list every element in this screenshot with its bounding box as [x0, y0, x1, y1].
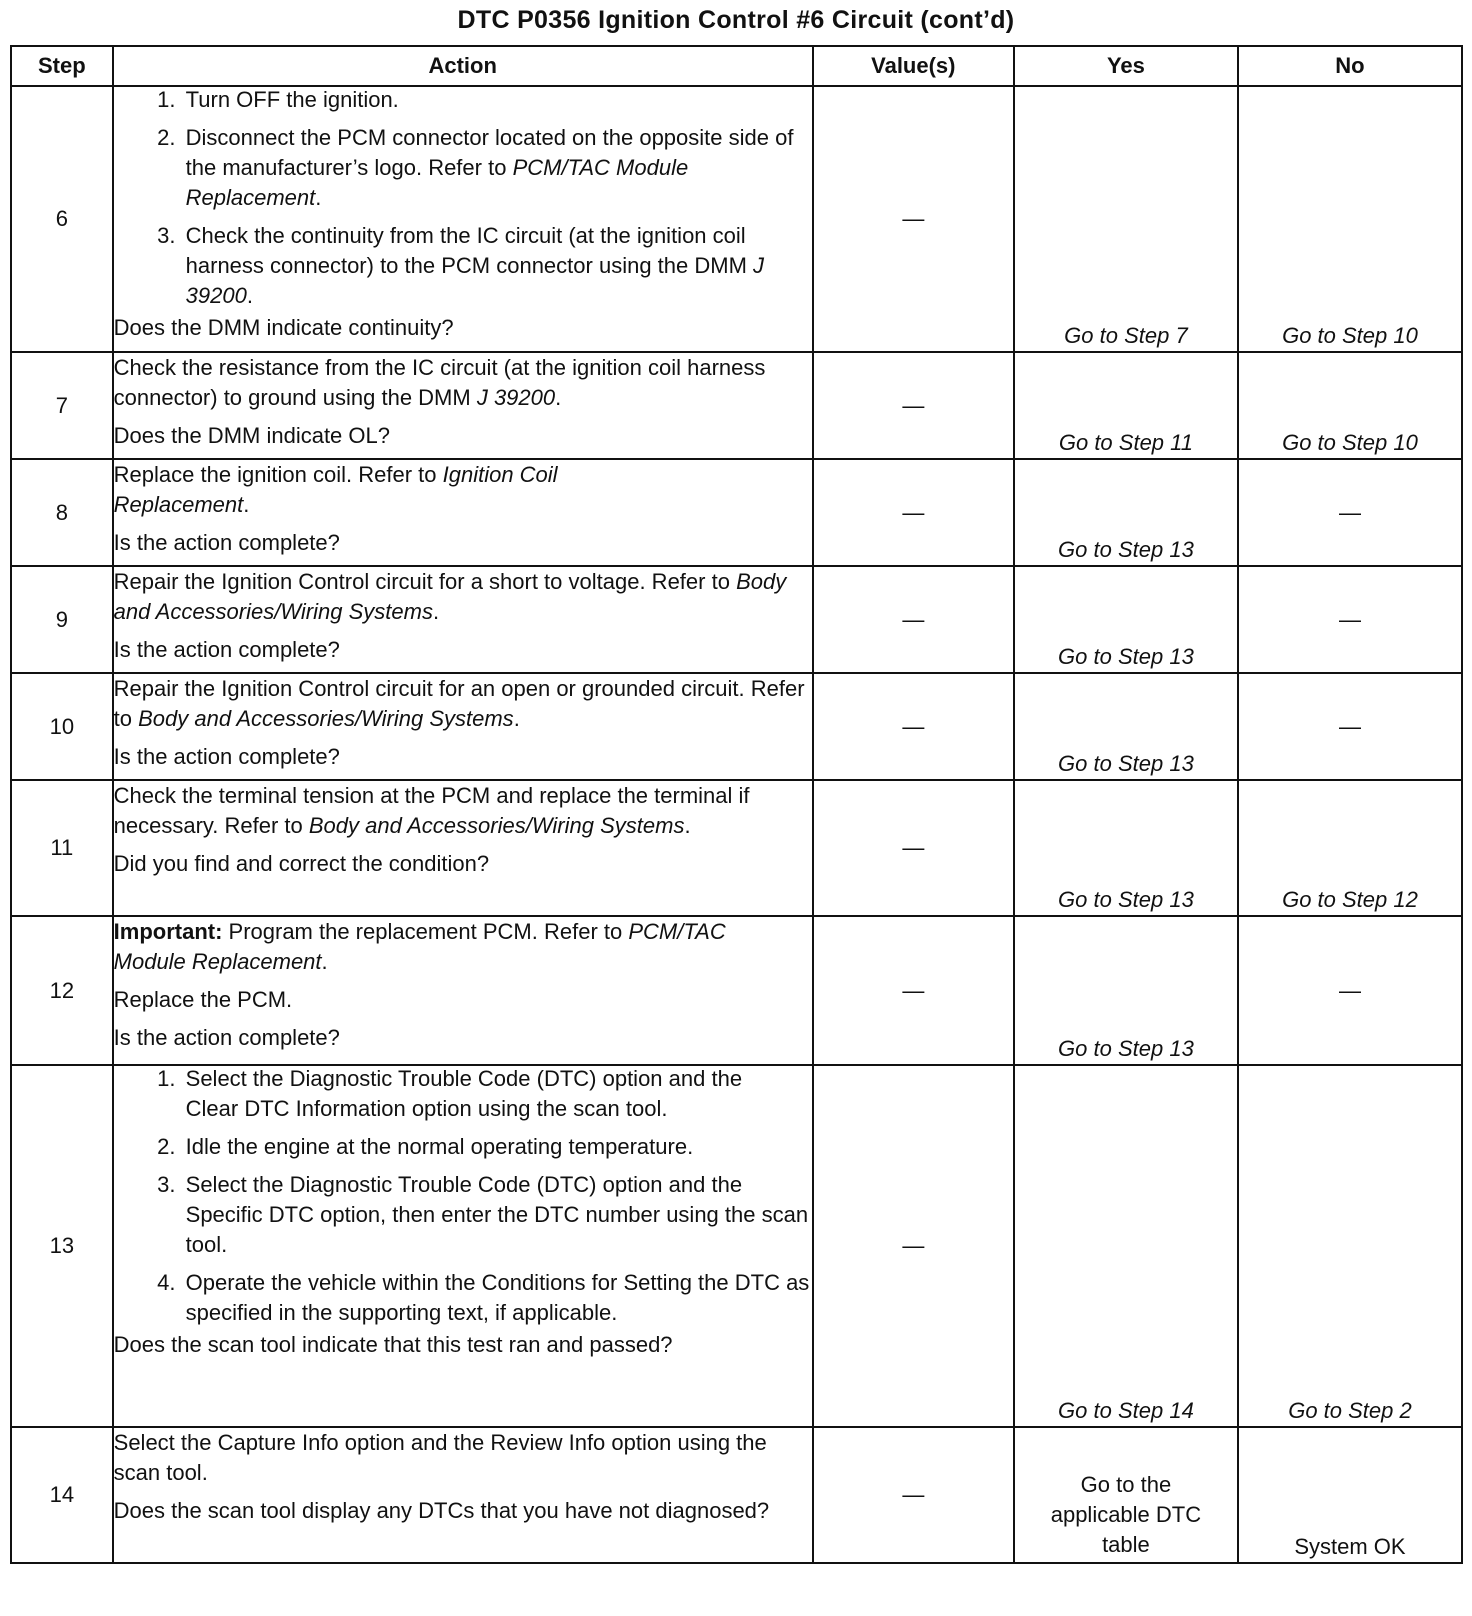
- action-cell: [113, 86, 813, 352]
- action-text: Check the terminal tension at the PCM and replace the terminal if necessary. Refer to Body and Accessories/Wiring Systems.: [113, 783, 750, 838]
- table-row-step-12: [11, 916, 1462, 1065]
- yes-link[interactable]: Go to Step 11: [1014, 352, 1238, 459]
- action-text: Repair the Ignition Control circuit for an open or grounded circuit. Refer to Body and Accessories/Wiring Systems.: [113, 676, 805, 731]
- action-text: Select the Capture Info option and the Review Info option using the scan tool.: [113, 1430, 767, 1485]
- action-list: [114, 85, 812, 311]
- table-row-step-7: [11, 352, 1462, 459]
- value-cell: —: [813, 352, 1014, 459]
- value-cell: —: [813, 780, 1014, 916]
- page-title: DTC P0356 Ignition Control #6 Circuit (cont’d): [457, 6, 1015, 34]
- header-row: [11, 46, 1462, 86]
- action-list-item: 1. Turn OFF the ignition.: [182, 85, 812, 115]
- action-question: Is the action complete?: [113, 637, 340, 662]
- action-cell: [113, 1065, 813, 1427]
- important-label: Important:: [113, 919, 223, 944]
- step-number: 9: [11, 566, 113, 673]
- table-row-step-8: [11, 459, 1462, 566]
- step-number: 7: [11, 352, 113, 459]
- no-value: —: [1238, 916, 1462, 1065]
- action-list-item: 3. Check the continuity from the IC circuit (at the ignition coil harness connector) to the PCM connector using the DMM J 39200.: [182, 221, 812, 311]
- no-link[interactable]: Go to Step 2: [1238, 1065, 1462, 1427]
- step-number: 12: [11, 916, 113, 1065]
- header-values: Value(s): [813, 46, 1014, 86]
- diagnostic-table: [10, 45, 1463, 1564]
- action-text: Check the resistance from the IC circuit (at the ignition coil harness connector) to ground using the DMM J 39200.: [113, 355, 766, 410]
- action-cell: [113, 916, 813, 1065]
- action-question: Does the DMM indicate continuity?: [113, 315, 454, 340]
- action-text-2: Replace the PCM.: [113, 987, 293, 1012]
- no-value: —: [1238, 566, 1462, 673]
- action-cell: [113, 459, 813, 566]
- action-cell: [113, 352, 813, 459]
- action-cell: [113, 566, 813, 673]
- no-result: System OK: [1238, 1427, 1462, 1563]
- header-step: Step: [11, 46, 113, 86]
- table-row-step-10: [11, 673, 1462, 780]
- step-number: 10: [11, 673, 113, 780]
- yes-link[interactable]: Go to Step 13: [1014, 780, 1238, 916]
- action-text: Replace the ignition coil. Refer to Ignition Coil Replacement.: [113, 462, 558, 517]
- value-cell: —: [813, 566, 1014, 673]
- value-cell: —: [813, 673, 1014, 780]
- header-yes: Yes: [1014, 46, 1238, 86]
- action-text: Important: Program the replacement PCM. Refer to PCM/TAC Module Replacement.: [113, 919, 726, 974]
- action-question: Does the DMM indicate OL?: [113, 423, 390, 448]
- step-number: 13: [11, 1065, 113, 1427]
- no-value: —: [1238, 459, 1462, 566]
- action-list-item: 2. Idle the engine at the normal operating temperature.: [182, 1132, 812, 1162]
- value-cell: —: [813, 459, 1014, 566]
- value-cell: —: [813, 1065, 1014, 1427]
- value-cell: —: [813, 1427, 1014, 1563]
- value-cell: —: [813, 86, 1014, 352]
- header-action: Action: [113, 46, 813, 86]
- no-link[interactable]: Go to Step 10: [1238, 352, 1462, 459]
- yes-link[interactable]: Go to Step 13: [1014, 673, 1238, 780]
- no-link[interactable]: Go to Step 12: [1238, 780, 1462, 916]
- step-number: 14: [11, 1427, 113, 1563]
- yes-link[interactable]: Go to Step 13: [1014, 459, 1238, 566]
- no-link[interactable]: Go to Step 10: [1238, 86, 1462, 352]
- step-number: 11: [11, 780, 113, 916]
- action-cell: [113, 780, 813, 916]
- action-question: Does the scan tool display any DTCs that you have not diagnosed?: [113, 1498, 770, 1523]
- yes-link[interactable]: Go to Step 13: [1014, 916, 1238, 1065]
- yes-link[interactable]: Go to Step 14: [1014, 1065, 1238, 1427]
- step-number: 6: [11, 86, 113, 352]
- action-list: [114, 1064, 812, 1328]
- action-cell: [113, 673, 813, 780]
- table-row-step-11: [11, 780, 1462, 916]
- action-list-item: 2. Disconnect the PCM connector located on the opposite side of the manufacturer’s logo. Refer to PCM/TAC Module Replacement.: [182, 123, 812, 213]
- yes-link[interactable]: Go to the applicable DTC table: [1014, 1427, 1238, 1563]
- step-number: 8: [11, 459, 113, 566]
- action-question: Is the action complete?: [113, 744, 340, 769]
- action-cell: [113, 1427, 813, 1563]
- table-row-step-9: [11, 566, 1462, 673]
- action-text: Repair the Ignition Control circuit for a short to voltage. Refer to Body and Accessories/Wiring Systems.: [113, 569, 787, 624]
- table-row-step-6: [11, 86, 1462, 352]
- yes-link[interactable]: Go to Step 13: [1014, 566, 1238, 673]
- action-question: Did you find and correct the condition?: [113, 851, 490, 876]
- action-list-item: 1. Select the Diagnostic Trouble Code (DTC) option and the Clear DTC Information option using the scan tool.: [182, 1064, 812, 1124]
- table-row-step-14: [11, 1427, 1462, 1563]
- action-question: Is the action complete?: [113, 530, 340, 555]
- yes-link[interactable]: Go to Step 7: [1014, 86, 1238, 352]
- action-question: Does the scan tool indicate that this test ran and passed?: [113, 1332, 673, 1357]
- no-value: —: [1238, 673, 1462, 780]
- header-no: No: [1238, 46, 1462, 86]
- action-list-item: 3. Select the Diagnostic Trouble Code (DTC) option and the Specific DTC option, then enter the DTC number using the scan tool.: [182, 1170, 812, 1260]
- action-list-item: 4. Operate the vehicle within the Conditions for Setting the DTC as specified in the supporting text, if applicable.: [182, 1268, 812, 1328]
- action-question: Is the action complete?: [113, 1025, 340, 1050]
- value-cell: —: [813, 916, 1014, 1065]
- table-row-step-13: [11, 1065, 1462, 1427]
